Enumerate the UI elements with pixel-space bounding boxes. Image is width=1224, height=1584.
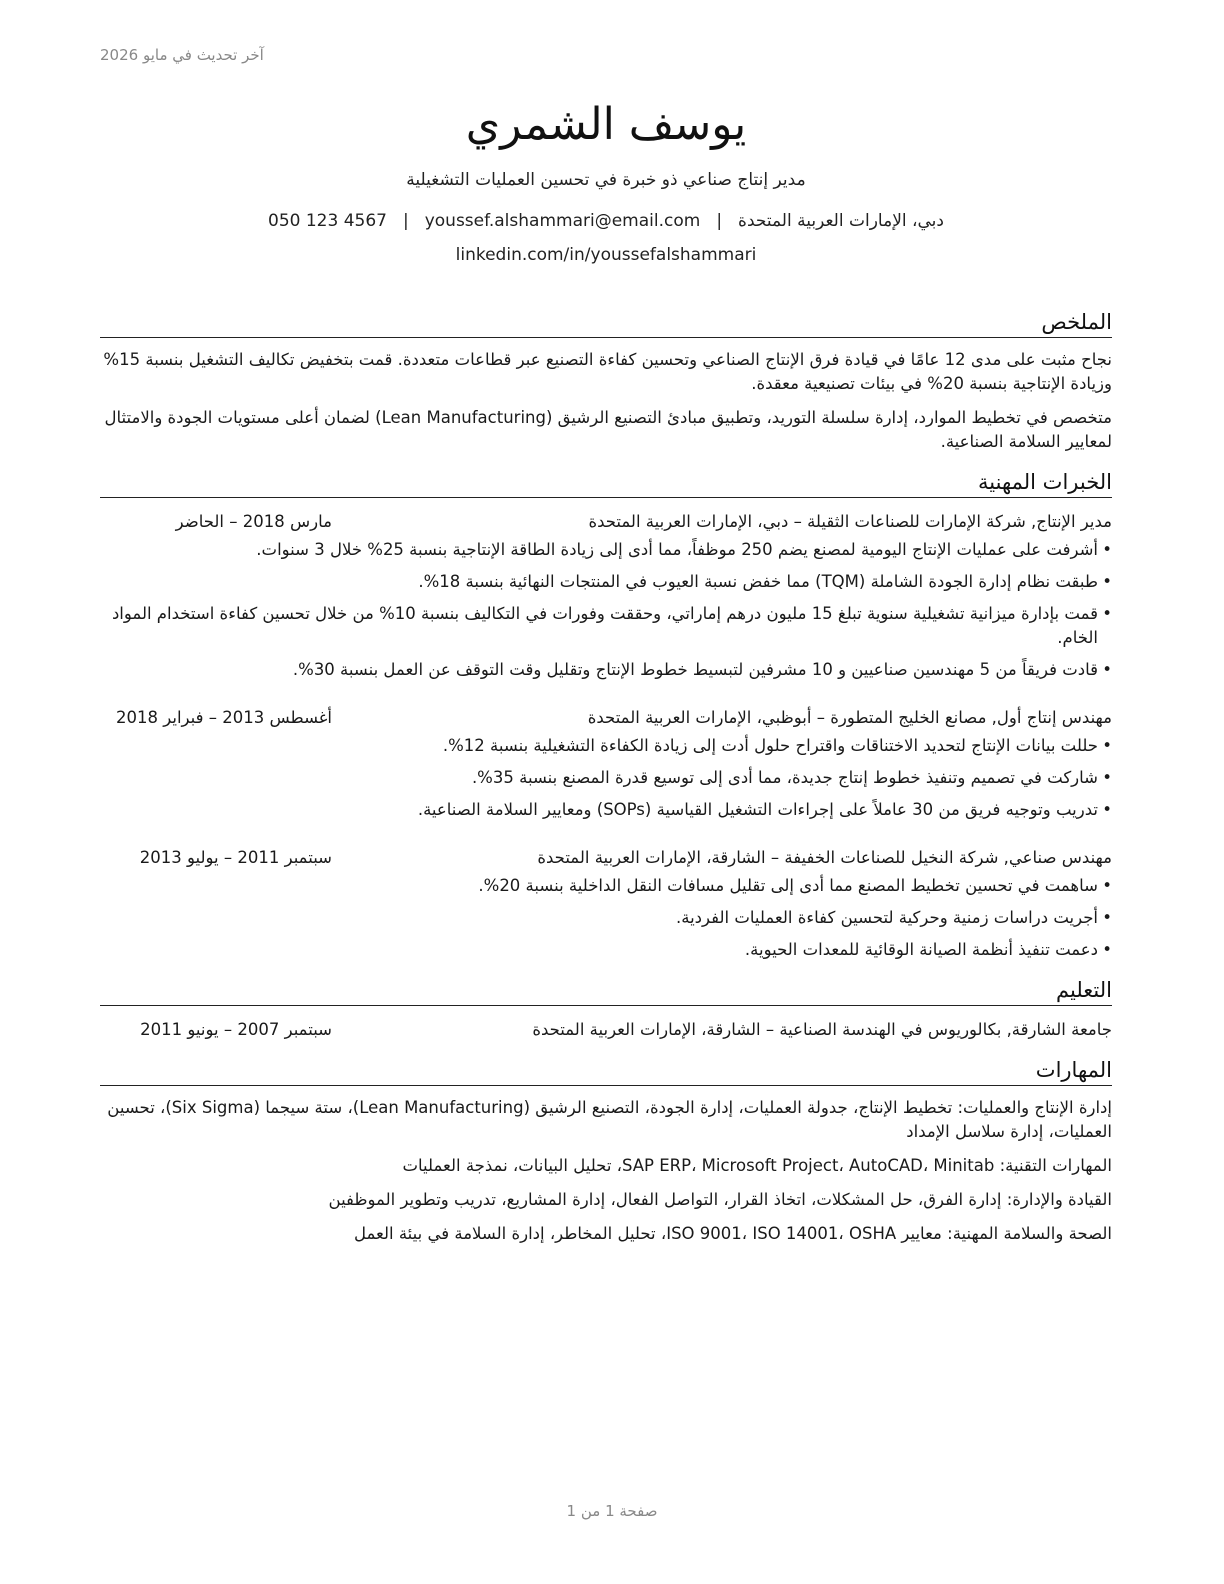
job-bullet — [100, 658, 1112, 682]
job-title-company: مهندس صناعي, شركة النخيل للصناعات الخفيفة – الشارقة، الإمارات العربية المتحدة — [537, 848, 1112, 867]
resume-content — [100, 308, 1112, 1260]
email-link[interactable]: youssef.alshammari@email.com — [424, 211, 701, 231]
summary-paragraph: متخصص في تخطيط الموارد، إدارة سلسلة التوريد، وتطبيق مبادئ التصنيع الرشيق (Lean Manufacturing) لضمان أعلى مستويات الجودة والامتثال لمعايير السلامة الصناعية. — [104, 408, 1112, 451]
job-bullets — [100, 874, 1112, 962]
job-bullet — [100, 734, 1112, 758]
job-entry — [100, 510, 1112, 682]
job-bullet-text: أجريت دراسات زمنية وحركية لتحسين كفاءة العمليات الفردية. — [676, 908, 1098, 927]
page-number: صفحة 1 من 1 — [566, 1502, 658, 1520]
skill-line: إدارة الإنتاج والعمليات: تخطيط الإنتاج، جدولة العمليات، إدارة الجودة، التصنيع الرشيق (Lean Manufacturing)، ستة سيجما (Six Sigma)، تحسين العمليات، إدارة سلاسل الإمداد — [107, 1098, 1112, 1141]
job-header — [100, 510, 1112, 534]
bullet-icon: • — [1102, 768, 1112, 787]
experience-section — [100, 468, 1112, 962]
job-bullet-text: طبقت نظام إدارة الجودة الشاملة (TQM) مما خفض نسبة العيوب في المنتجات النهائية بنسبة 18%. — [418, 572, 1098, 591]
job-bullets — [100, 538, 1112, 682]
bullet-icon: • — [1102, 736, 1112, 755]
section-title-experience: الخبرات المهنية — [100, 468, 1112, 498]
bullet-icon: • — [1102, 540, 1112, 559]
education-entry — [100, 1018, 1112, 1042]
last-updated-note: آخر تحديث في مايو 2026 — [100, 46, 264, 64]
summary-section — [100, 308, 1112, 454]
section-title-skills: المهارات — [100, 1056, 1112, 1086]
job-bullet — [100, 570, 1112, 594]
bullet-icon: • — [1102, 876, 1112, 895]
phone-number: 050 123 4567 — [268, 211, 387, 231]
bullet-icon: • — [1102, 908, 1112, 927]
skill-line: المهارات التقنية: SAP ERP، Microsoft Project، AutoCAD، Minitab، تحليل البيانات، نمذجة العمليات — [402, 1156, 1112, 1175]
education-dates: سبتمبر 2007 – يونيو 2011 — [140, 1020, 332, 1039]
job-title-company: مدير الإنتاج, شركة الإمارات للصناعات الثقيلة – دبي، الإمارات العربية المتحدة — [588, 512, 1112, 531]
education-institution: جامعة الشارقة, بكالوريوس في الهندسة الصناعية – الشارقة، الإمارات العربية المتحدة — [532, 1020, 1112, 1039]
job-bullet-text: تدريب وتوجيه فريق من 30 عاملاً على إجراءات التشغيل القياسية (SOPs) ومعايير السلامة الصناعية. — [417, 800, 1098, 819]
job-bullet-text: قادت فريقاً من 5 مهندسين صناعيين و 10 مشرفين لتبسيط خطوط الإنتاج وتقليل وقت التوقف عن العمل بنسبة 30%. — [292, 660, 1098, 679]
resume-header — [100, 96, 1112, 267]
section-title-education: التعليم — [100, 976, 1112, 1006]
linkedin-link[interactable]: linkedin.com/in/youssefalshammari — [455, 245, 757, 265]
skill-line: الصحة والسلامة المهنية: معايير ISO 9001، ISO 14001، OSHA، تحليل المخاطر، إدارة السلامة في بيئة العمل — [353, 1224, 1112, 1243]
bullet-icon: • — [1102, 800, 1112, 819]
candidate-subtitle: مدير إنتاج صناعي ذو خبرة في تحسين العمليات التشغيلية — [406, 170, 806, 190]
job-bullet — [100, 766, 1112, 790]
contact-line — [100, 209, 1112, 233]
summary-paragraph: نجاح مثبت على مدى 12 عامًا في قيادة فرق الإنتاج الصناعي وتحسين كفاءة التصنيع عبر قطاعات متعددة. قمت بتخفيض تكاليف التشغيل بنسبة 15% وزيادة الإنتاجية بنسبة 20% في بيئات تصنيعية معقدة. — [103, 350, 1112, 393]
contact-separator: | — [716, 211, 723, 231]
resume-page — [100, 0, 1112, 1584]
contact-separator: | — [402, 211, 409, 231]
job-bullet — [100, 798, 1112, 822]
bullet-icon: • — [1102, 604, 1112, 623]
bullet-icon: • — [1102, 660, 1112, 679]
job-bullet — [100, 538, 1112, 562]
education-header — [100, 1018, 1112, 1042]
job-bullet — [100, 874, 1112, 898]
job-entry — [100, 846, 1112, 962]
job-bullet-text: حللت بيانات الإنتاج لتحديد الاختناقات واقتراح حلول أدت إلى زيادة الكفاءة التشغيلية بنسبة 12%. — [442, 736, 1098, 755]
job-bullets — [100, 734, 1112, 822]
candidate-name: يوسف الشمري — [465, 99, 747, 150]
job-dates: سبتمبر 2011 – يوليو 2013 — [139, 848, 332, 867]
bullet-icon: • — [1102, 940, 1112, 959]
skills-section — [100, 1056, 1112, 1246]
job-bullet-text: شاركت في تصميم وتنفيذ خطوط إنتاج جديدة، مما أدى إلى توسيع قدرة المصنع بنسبة 35%. — [471, 768, 1098, 787]
job-entry — [100, 706, 1112, 822]
education-section — [100, 976, 1112, 1042]
job-bullet-text: قمت بإدارة ميزانية تشغيلية سنوية تبلغ 15 مليون درهم إماراتي، وحققت وفورات في التكاليف بنسبة 10% من خلال تحسين كفاءة استخدام المواد الخام. — [111, 604, 1098, 647]
job-dates: مارس 2018 – الحاضر — [175, 512, 332, 531]
skill-line: القيادة والإدارة: إدارة الفرق، حل المشكلات، اتخاذ القرار، التواصل الفعال، إدارة المشاريع، تدريب وتطوير الموظفين — [328, 1190, 1112, 1209]
job-bullet — [100, 602, 1112, 650]
job-dates: أغسطس 2013 – فبراير 2018 — [116, 708, 332, 727]
bullet-icon: • — [1102, 572, 1112, 591]
job-bullet — [100, 938, 1112, 962]
job-bullet — [100, 906, 1112, 930]
location-text: دبي، الإمارات العربية المتحدة — [738, 211, 944, 231]
job-title-company: مهندس إنتاج أول, مصانع الخليج المتطورة – أبوظبي، الإمارات العربية المتحدة — [587, 708, 1112, 727]
job-header — [100, 846, 1112, 870]
job-bullet-text: أشرفت على عمليات الإنتاج اليومية لمصنع يضم 250 موظفاً، مما أدى إلى زيادة الطاقة الإنتاجية بنسبة 25% خلال 3 سنوات. — [256, 540, 1098, 559]
job-bullet-text: دعمت تنفيذ أنظمة الصيانة الوقائية للمعدات الحيوية. — [744, 940, 1098, 959]
section-title-summary: الملخص — [100, 308, 1112, 338]
job-header — [100, 706, 1112, 730]
job-bullet-text: ساهمت في تحسين تخطيط المصنع مما أدى إلى تقليل مسافات النقل الداخلية بنسبة 20%. — [478, 876, 1098, 895]
